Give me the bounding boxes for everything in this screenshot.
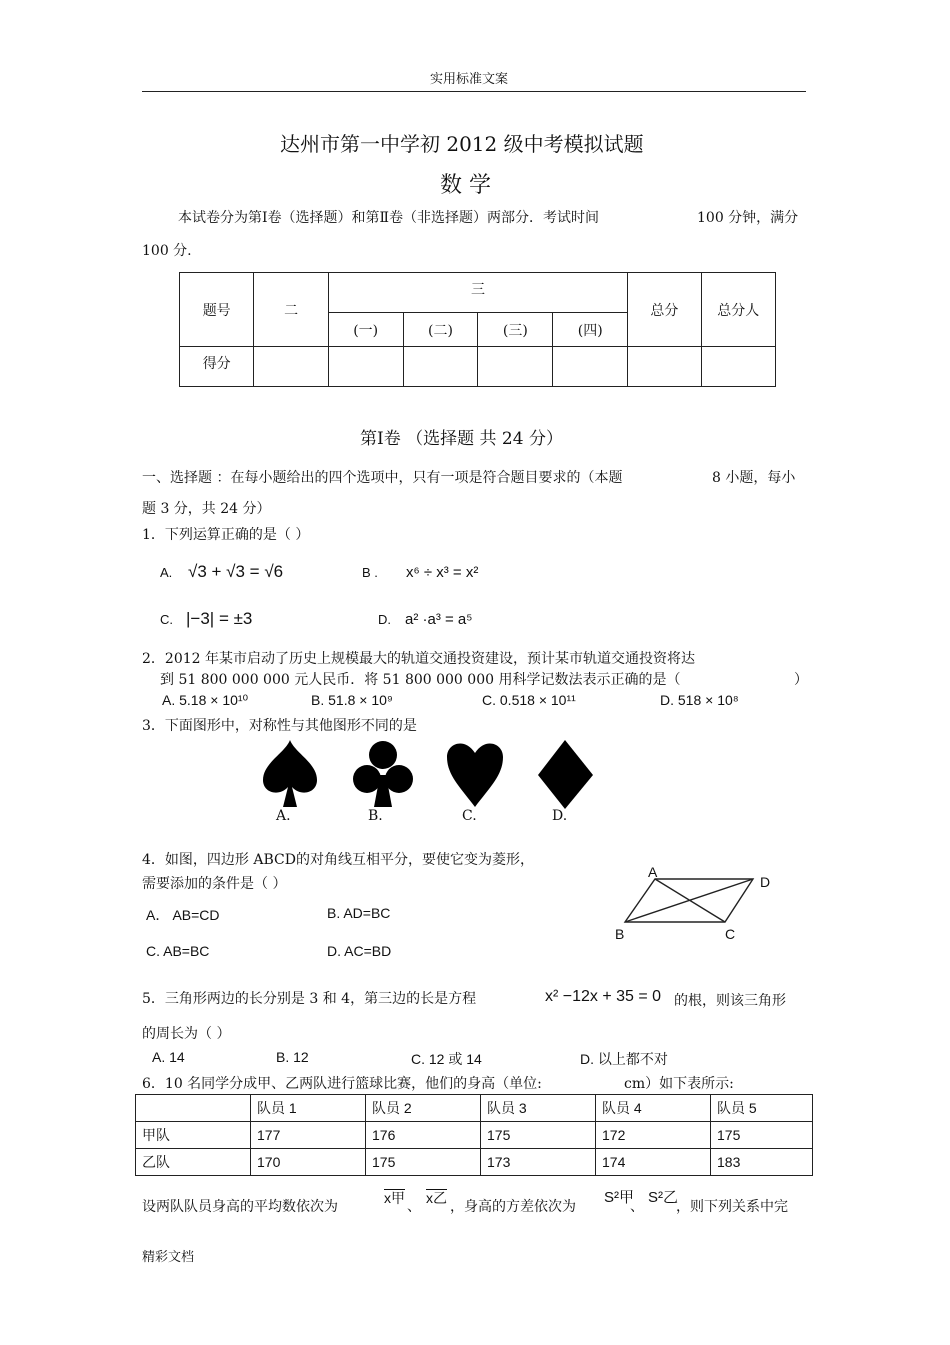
q2-option-d: D. 518 × 10⁸ bbox=[660, 692, 739, 708]
q2-option-c: C. 0.518 × 10¹¹ bbox=[482, 692, 576, 708]
instructions-line-1-tail: 8 小题，每小 bbox=[712, 470, 796, 486]
running-header: 实用标准文案 bbox=[430, 72, 509, 87]
q1-option-a-label: A. bbox=[160, 565, 173, 580]
q6-stem: 6．10 名同学分成甲、乙两队进行篮球比赛，他们的身高（单位: bbox=[142, 1076, 542, 1092]
q1-option-b-text: x⁶ ÷ x³ = x² bbox=[406, 564, 479, 581]
q3-stem: 3．下面图形中，对称性与其他图形不同的是 bbox=[142, 718, 417, 734]
height-cell: 174 bbox=[596, 1149, 711, 1176]
score-cell[interactable] bbox=[403, 347, 478, 387]
height-cell: 176 bbox=[366, 1122, 481, 1149]
table-row bbox=[136, 1122, 813, 1149]
heights-header-cell: 队员 1 bbox=[251, 1095, 366, 1122]
q5-stem-tail: 的根，则该三角形 bbox=[674, 993, 786, 1009]
intro-line-1: 本试卷分为第Ⅰ卷（选择题）和第Ⅱ卷（非选择题）两部分．考试时间 bbox=[178, 210, 600, 226]
heights-header-cell: 队员 4 bbox=[596, 1095, 711, 1122]
score-cell[interactable] bbox=[553, 347, 628, 387]
header-rule bbox=[142, 91, 806, 92]
q5-option-c: C. 12 或 14 bbox=[411, 1051, 482, 1067]
q1-stem: 1．下列运算正确的是（ ） bbox=[142, 527, 310, 543]
score-cell[interactable] bbox=[628, 347, 701, 387]
section-one-title: 第Ⅰ卷 （选择题 共 24 分） bbox=[360, 429, 563, 449]
q6-follow-3: ，则下列关系中完 bbox=[676, 1199, 788, 1215]
q6-sep-1: 、 bbox=[407, 1199, 421, 1215]
q4-stem-1: 4．如图，四边形 ABCD的对角线互相平分，要使它变为菱形， bbox=[142, 852, 534, 868]
height-cell: 183 bbox=[711, 1149, 813, 1176]
score-table-label-number: 题号 bbox=[180, 273, 254, 347]
intro-line-2: 100 分. bbox=[142, 243, 192, 259]
q3-label-d: D. bbox=[552, 808, 568, 824]
team-name-cell: 甲队 bbox=[136, 1122, 251, 1149]
q6-mean-b: x乙 bbox=[426, 1190, 447, 1206]
q6-sep-2: 、 bbox=[630, 1199, 644, 1215]
heights-header-cell bbox=[136, 1095, 251, 1122]
vertex-label-c: C bbox=[725, 926, 736, 942]
height-cell: 175 bbox=[481, 1122, 596, 1149]
q3-label-a: A. bbox=[276, 808, 291, 824]
score-table-col-two: 二 bbox=[254, 273, 328, 347]
q2-stem: 2．2012 年某市启动了历史上规模最大的轨道交通投资建设，预计某市轨道交通投资将达 bbox=[142, 651, 695, 667]
table-row bbox=[136, 1149, 813, 1176]
score-table-total: 总分 bbox=[628, 273, 701, 347]
heart-icon bbox=[447, 743, 503, 807]
q1-option-b-label: B . bbox=[362, 565, 378, 580]
score-cell[interactable] bbox=[328, 347, 403, 387]
score-cell[interactable] bbox=[478, 347, 553, 387]
q4-option-b: B. AD=BC bbox=[327, 905, 391, 921]
q4-option-d: D. AC=BD bbox=[327, 943, 392, 959]
height-cell: 172 bbox=[596, 1122, 711, 1149]
score-table-sub-2: (二) bbox=[403, 313, 478, 347]
q6-unit: cm）如下表所示: bbox=[624, 1076, 734, 1092]
card-suits-figure bbox=[255, 735, 605, 810]
heights-header-cell: 队员 3 bbox=[481, 1095, 596, 1122]
score-table-label-score: 得分 bbox=[180, 347, 254, 387]
q6-follow-1: 设两队队员身高的平均数依次为 bbox=[142, 1199, 338, 1215]
q4-stem-2: 需要添加的条件是（ ） bbox=[142, 876, 287, 892]
height-cell: 175 bbox=[366, 1149, 481, 1176]
instructions-line-1: 一、选择题 ：在每小题给出的四个选项中，只有一项是符合题目要求的（本题 bbox=[142, 470, 623, 486]
q2-line-2: 到 51 800 000 000 元人民币．将 51 800 000 000 用科学记数法表示正确的是（ bbox=[160, 672, 681, 688]
q5-option-d: D. 以上都不对 bbox=[580, 1051, 668, 1067]
q1-option-c-text: |−3| = ±3 bbox=[186, 609, 253, 628]
q6-var-a: S²甲 bbox=[604, 1189, 635, 1206]
q4-option-a: A． AB=CD bbox=[146, 907, 220, 923]
q2-option-a: A. 5.18 × 10¹⁰ bbox=[162, 692, 249, 708]
score-table-col-three: 三 bbox=[328, 273, 627, 313]
page-footer: 精彩文档 bbox=[142, 1250, 195, 1265]
q5-line-2: 的周长为（ ） bbox=[142, 1026, 231, 1042]
score-table-sub-3: (三) bbox=[478, 313, 553, 347]
q6-var-b: S²乙 bbox=[648, 1189, 679, 1206]
q6-mean-a: x甲 bbox=[384, 1190, 405, 1206]
q3-label-b: B. bbox=[368, 808, 383, 824]
q1-option-d-label: D. bbox=[378, 612, 391, 627]
vertex-label-a: A bbox=[648, 864, 658, 880]
score-cell[interactable] bbox=[701, 347, 775, 387]
score-table-total-person: 总分人 bbox=[701, 273, 775, 347]
score-cell[interactable] bbox=[254, 347, 328, 387]
team-name-cell: 乙队 bbox=[136, 1149, 251, 1176]
exam-title: 达州市第一中学初 2012 级中考模拟试题 bbox=[280, 132, 644, 156]
q6-follow-2: ，身高的方差依次为 bbox=[450, 1199, 576, 1215]
heights-table bbox=[135, 1094, 813, 1176]
heights-header-cell: 队员 2 bbox=[366, 1095, 481, 1122]
q3-label-c: C. bbox=[462, 808, 477, 824]
club-icon bbox=[353, 741, 413, 807]
instructions-line-2: 题 3 分，共 24 分） bbox=[142, 501, 271, 517]
parallelogram-figure bbox=[615, 872, 765, 932]
q1-option-d-text: a² ·a³ = a⁵ bbox=[405, 611, 473, 628]
q4-option-c: C. AB=BC bbox=[146, 943, 210, 959]
q5-option-a: A. 14 bbox=[152, 1049, 185, 1065]
q5-equation: x² −12x + 35 = 0 bbox=[545, 988, 662, 1005]
score-table-sub-4: (四) bbox=[553, 313, 628, 347]
vertex-label-d: D bbox=[760, 874, 771, 890]
height-cell: 175 bbox=[711, 1122, 813, 1149]
score-table-sub-1: (一) bbox=[328, 313, 403, 347]
intro-time: 100 分钟，满分 bbox=[697, 210, 799, 226]
height-cell: 177 bbox=[251, 1122, 366, 1149]
score-table bbox=[179, 272, 776, 387]
q1-option-c-label: C. bbox=[160, 612, 173, 627]
height-cell: 170 bbox=[251, 1149, 366, 1176]
heights-header-cell: 队员 5 bbox=[711, 1095, 813, 1122]
subject-title: 数 学 bbox=[440, 173, 491, 198]
q1-option-a-text: √3 + √3 = √6 bbox=[188, 562, 284, 581]
q2-paren-close: ） bbox=[794, 672, 808, 688]
spade-icon bbox=[263, 740, 317, 807]
q5-option-b: B. 12 bbox=[276, 1049, 309, 1065]
q2-option-b: B. 51.8 × 10⁹ bbox=[311, 692, 393, 708]
height-cell: 173 bbox=[481, 1149, 596, 1176]
q5-stem: 5．三角形两边的长分别是 3 和 4，第三边的长是方程 bbox=[142, 991, 477, 1007]
diamond-icon bbox=[538, 740, 593, 809]
vertex-label-b: B bbox=[615, 926, 625, 942]
